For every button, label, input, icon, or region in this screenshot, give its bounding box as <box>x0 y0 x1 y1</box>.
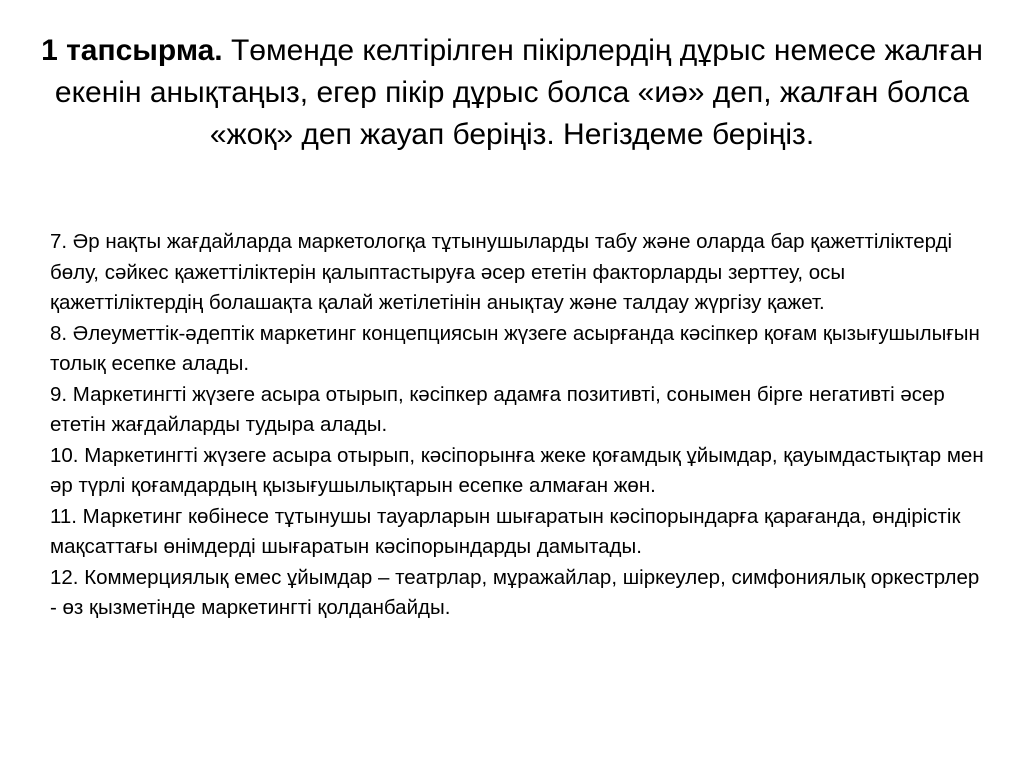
statement-item-12: 12. Коммерциялық емес ұйымдар – театрлар, мұражайлар, шіркеулер, симфониялық оркестрлер - өз қызметінде маркетингті қолданбайды. <box>50 565 980 619</box>
statement-item-7: 7. Әр нақты жағдайларда маркетологқа тұтынушыларды табу және оларда бар қажеттіліктерді бөлу, сәйкес қажеттіліктерін қалыптастыруға әсер ететін факторларды зерттеу, осы қажеттіліктердің болашақта қалай жетілетінін анықтау және талдау жүргізу қажет. <box>50 230 953 314</box>
task-heading <box>40 30 984 156</box>
statement-list <box>50 227 990 624</box>
statement-item-10: 10. Маркетингті жүзеге асыра отырып, кәсіпорынға жеке қоғамдық ұйымдар, қауымдастықтар мен әр түрлі қоғамдардың қызығушылықтарын есепке алмаған жөн. <box>50 443 984 497</box>
statement-item-11: 11. Маркетинг көбінесе тұтынушы тауарларын шығаратын кәсіпорындарға қарағанда, өндірістік мақсаттағы өнімдерді шығаратын кәсіпорындарды дамытады. <box>50 504 961 558</box>
statement-item-8: 8. Әлеуметтік-әдептік маркетинг концепциясын жүзеге асырғанда кәсіпкер қоғам қызығушылығын толық есепке алады. <box>50 321 980 375</box>
task-label: 1 тапсырма. <box>41 34 223 67</box>
statement-item-9: 9. Маркетингті жүзеге асыра отырып, кәсіпкер адамға позитивті, сонымен бірге негативті әсер ететін жағдайларды тудыра алады. <box>50 382 945 436</box>
task-instruction: Төменде келтірілген пікірлердің дұрыс немесе жалған екенін анықтаңыз, егер пікір дұрыс болса «иә» деп, жалған болса «жоқ» деп жауап беріңіз. Негіздеме беріңіз. <box>54 34 983 151</box>
